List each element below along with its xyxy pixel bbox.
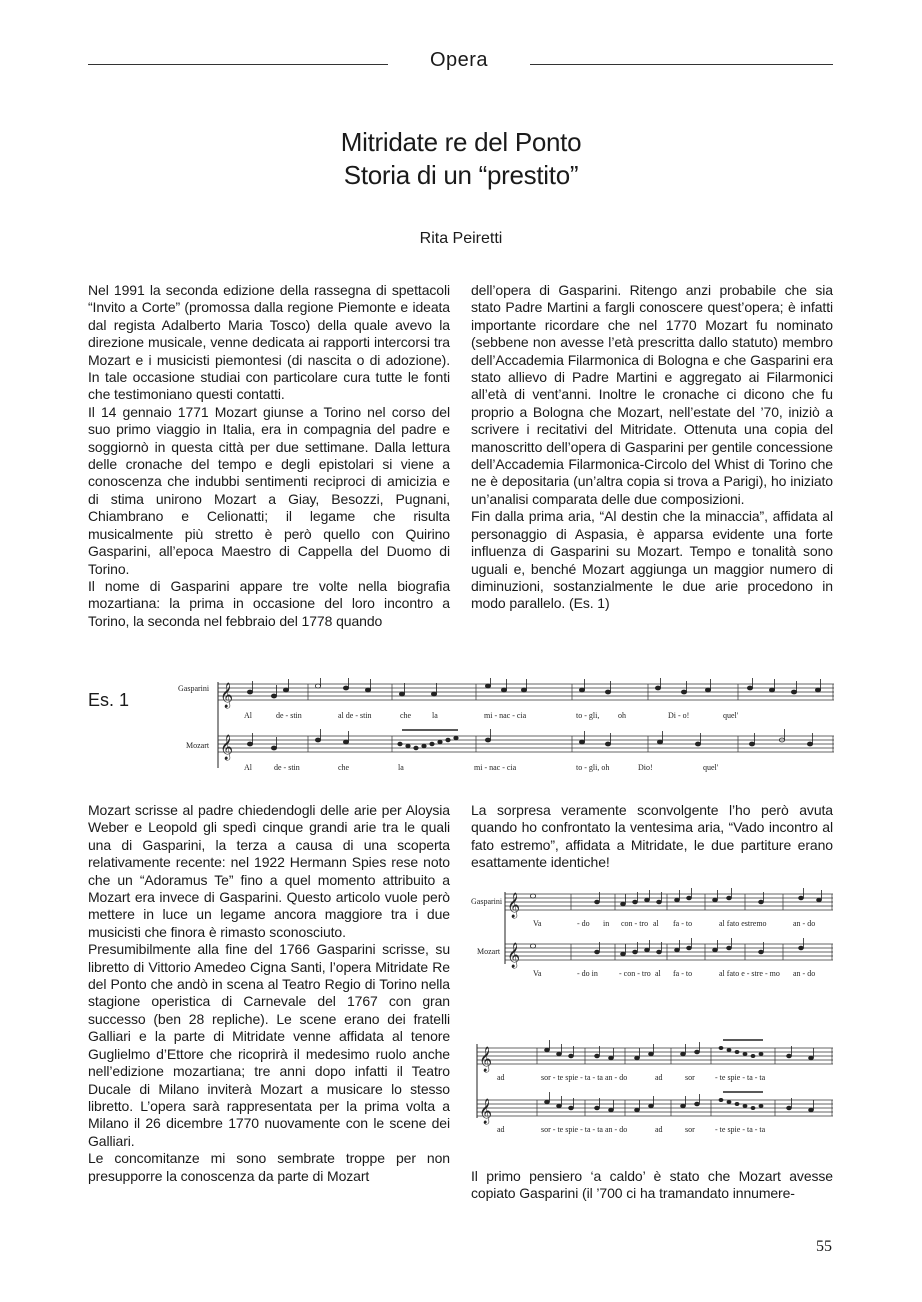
body-column-right-top: [471, 282, 833, 613]
notes-staff-2: [247, 729, 812, 750]
svg-text:ad: ad: [655, 1073, 663, 1082]
svg-text:Va: Va: [533, 919, 542, 928]
svg-text:Va: Va: [533, 969, 542, 978]
svg-text:mi - nac - cia: mi - nac - cia: [484, 711, 527, 720]
header-rule-left: [88, 64, 388, 65]
svg-text:- te spie - ta - ta: - te spie - ta - ta: [715, 1073, 766, 1082]
svg-text:𝄞: 𝄞: [507, 893, 521, 918]
paragraph: La sorpresa veramente sconvolgente l’ho però avuta quando ho confrontato la ventesima aria, “Vado incontro al fato estremo”, affidata a Mitridate, le due partiture erano esattamente identiche!: [471, 802, 833, 871]
svg-text:ad: ad: [655, 1125, 663, 1134]
music-example-2: [471, 884, 833, 984]
svg-text:Di - o!: Di - o!: [668, 711, 690, 720]
body-column-left-top: [88, 282, 450, 630]
article-title: [0, 126, 922, 192]
svg-text:la: la: [432, 711, 438, 720]
svg-text:ad: ad: [497, 1073, 505, 1082]
svg-text:in: in: [603, 919, 610, 928]
section-label: Opera: [429, 49, 489, 71]
example-label: Es. 1: [88, 690, 130, 710]
header-rule-right: [530, 64, 833, 65]
treble-clef-icon: [507, 892, 520, 968]
treble-clef-icon: [220, 682, 233, 760]
svg-text:al fato e - stre - mo: al fato e - stre - mo: [719, 969, 780, 978]
staff-2: [505, 944, 833, 960]
svg-text:- do: - do: [577, 919, 590, 928]
svg-text:sor: sor: [685, 1073, 695, 1082]
staff-2: [477, 1100, 833, 1116]
svg-text:la: la: [398, 763, 404, 772]
score-example-3: [475, 1038, 833, 1138]
staff-name-mozart: Mozart: [477, 947, 501, 956]
svg-text:al de - stin: al de - stin: [338, 711, 372, 720]
page-number: 55: [816, 1238, 832, 1255]
lyrics-staff-1: [497, 1073, 766, 1082]
staff-1: [477, 1048, 833, 1064]
svg-text:sor - te spie - ta - ta an - d: sor - te spie - ta - ta an - do: [541, 1125, 628, 1134]
paragraph: Il nome di Gasparini appare tre volte nella biografia mozartiana: la prima in occasione del loro incontro a Torino, la seconda nel febbraio del 1778 quando: [88, 577, 450, 629]
paragraph: Presumibilmente alla fine del 1766 Gasparini scrisse, su libretto di Vittorio Amedeo Cigna Santi, l’opera Mitridate Re del Ponto che andò in scena al Teatro Regio di Torino nella stagione operistica di Carnevale del 1767 con gran successo (ben 28 repliche). Le scene erano dei fratelli Galliari e la parte di Mitridate venne affidata al tenore Guglielmo d’Ettore che ricoprirà il medesimo ruolo anche nell’edizione mozartiana; tre anni dopo infatti il Teatro Ducale di Milano inviterà Mozart a musicare lo stesso libretto. L’opera sarà rappresentata per la prima volta a Milano il 26 dicembre 1770 nuovamente con le scene dei Galliari.: [88, 941, 450, 1149]
svg-text:sor - te spie - ta - ta an - d: sor - te spie - ta - ta an - do: [541, 1073, 628, 1082]
svg-text:al: al: [653, 919, 659, 928]
svg-text:𝄞: 𝄞: [220, 683, 234, 708]
svg-text:an - do: an - do: [793, 919, 816, 928]
lyrics-staff-2: [533, 969, 815, 978]
svg-text:Al: Al: [244, 711, 252, 720]
svg-text:𝄞: 𝄞: [479, 1047, 493, 1072]
svg-text:quel': quel': [703, 763, 719, 772]
svg-text:de - stin: de - stin: [276, 711, 302, 720]
svg-text:quel': quel': [723, 711, 739, 720]
staff-name-gasparini: Gasparini: [178, 684, 210, 693]
svg-text:fa - to: fa - to: [673, 969, 693, 978]
music-example-1: [178, 678, 834, 778]
paragraph: Il primo pensiero ‘a caldo’ è stato che Mozart avesse copiato Gasparini (il ’700 ci ha tramandato innumere-: [471, 1168, 833, 1202]
svg-text:to - gli,: to - gli,: [576, 711, 600, 720]
paragraph: Fin dalla prima aria, “Al destin che la minaccia”, affidata al personaggio di Aspasia, è apparsa evidente una forte influenza di Gasparini su Mozart. Tempo e tonalità sono uguali e, benché Mozart aggiunga un maggior numero di diminuzioni, sostanzialmente le due arie procedono in modo parallelo. (Es. 1): [471, 508, 833, 612]
lyrics-staff-2: [497, 1125, 766, 1134]
body-column-right-tail: [471, 1168, 833, 1203]
svg-text:- do in: - do in: [577, 969, 598, 978]
score-example-1: [178, 678, 834, 778]
staff-1: [505, 894, 833, 910]
svg-text:oh: oh: [618, 711, 626, 720]
svg-text:an - do: an - do: [793, 969, 816, 978]
paragraph: Il 14 gennaio 1771 Mozart giunse a Torino nel corso del suo primo viaggio in Italia, era in compagnia del padre e soggiornò in questa città per due settimane. Dalla lettura delle cronache del tempo e degli epistolari si viene a conoscenza che indubbi sentimenti reciproci di amicizia e di stima unirono Mozart a Giay, Besozzi, Pugnani, Chiambrano e Celionatti; il legame che risulta musicalmente più stretto è però quello con Quirino Gasparini, all’epoca Maestro di Cappella del Duomo di Torino.: [88, 403, 450, 577]
staff-name-gasparini: Gasparini: [471, 897, 503, 906]
svg-text:Al: Al: [244, 763, 252, 772]
svg-text:𝄞: 𝄞: [479, 1099, 493, 1124]
svg-text:mi - nac - cia: mi - nac - cia: [474, 763, 517, 772]
paragraph: Mozart scrisse al padre chiedendogli delle arie per Aloysia Weber e Leopold gli spedì cinque grandi arie tra le quali una di Gasparini, la terza a causa di una scoperta relativamente recente: nel 1922 Hermann Spies rese noto che un “Adoramus Te” fino a quel momento attribuito a Mozart era invece di Gasparini. Questo articolo vuole però mettere in luce un legame ancora maggiore tra i due musicisti che finora è rimasto sconosciuto.: [88, 802, 450, 940]
treble-clef-icon: [479, 1046, 492, 1124]
lyrics-staff-1: [533, 919, 815, 928]
article-author: Rita Peiretti: [419, 230, 503, 247]
staff-1: [218, 684, 834, 700]
svg-text:al: al: [655, 969, 661, 978]
svg-text:che: che: [338, 763, 350, 772]
svg-text:𝄞: 𝄞: [220, 735, 234, 760]
svg-text:𝄞: 𝄞: [507, 943, 521, 968]
svg-text:Dio!: Dio!: [638, 763, 653, 772]
staff-2: [218, 736, 834, 752]
svg-text:- te spie - ta - ta: - te spie - ta - ta: [715, 1125, 766, 1134]
staff-name-mozart: Mozart: [186, 741, 210, 750]
paragraph: Nel 1991 la seconda edizione della rassegna di spettacoli “Invito a Corte” (promossa dalla regione Piemonte e ideata dal regista Adalberto Maria Tosco) della quale avevo la direzione musicale, venne dedicata ai rapporti intercorsi tra Mozart e i musicisti piemontesi (di nascita o di adozione). In tale occasione studiai con particolare cura tutte le fonti che testimoniano questi contatti.: [88, 282, 450, 403]
svg-text:- con - tro: - con - tro: [619, 969, 651, 978]
svg-text:che: che: [400, 711, 412, 720]
paragraph: dell’opera di Gasparini. Ritengo anzi probabile che sia stato Padre Martini a fargli conoscere quest’opera; è infatti importante ricordare che nel 1770 Mozart fu nominato (sebbene non avesse l’età prescritta dallo statuto) membro dell’Accademia Filarmonica di Bologna e che Gasparini era stato allievo di Padre Martini e aggregato ai Filarmonici all’età di vent’anni. Inoltre le cronache ci dicono che fu proprio a Bologna che Mozart, nell’estate del ’70, iniziò a scrivere i recitativi del Mitridate. Ottenuta una copia del manoscritto dell’opera di Gasparini per gentile concessione dell’Accademia Filarmonica-Circolo del Whist di Torino che ne è depositaria (un’altra copia si trova a Parigi), ho iniziato un’analisi comparata delle due composizioni.: [471, 282, 833, 507]
body-column-left-bottom: [88, 802, 450, 1185]
svg-text:fa - to: fa - to: [673, 919, 693, 928]
svg-text:sor: sor: [685, 1125, 695, 1134]
svg-text:al fato estremo: al fato estremo: [719, 919, 767, 928]
svg-text:de - stin: de - stin: [274, 763, 300, 772]
title-line-2: Storia di un “prestito”: [343, 160, 579, 190]
svg-text:ad: ad: [497, 1125, 505, 1134]
svg-text:con - tro: con - tro: [621, 919, 649, 928]
title-line-1: Mitridate re del Ponto: [340, 127, 582, 157]
paragraph: Le concomitanze mi sono sembrate troppe per non presupporre la conoscenza da parte di Mozart: [88, 1150, 450, 1184]
body-column-right-bottom: [471, 802, 833, 872]
lyrics-staff-2: [244, 763, 719, 772]
score-example-2: [471, 884, 833, 984]
svg-text:to - gli, oh: to - gli, oh: [576, 763, 610, 772]
lyrics-staff-1: [244, 711, 739, 720]
music-example-3: [475, 1038, 833, 1138]
